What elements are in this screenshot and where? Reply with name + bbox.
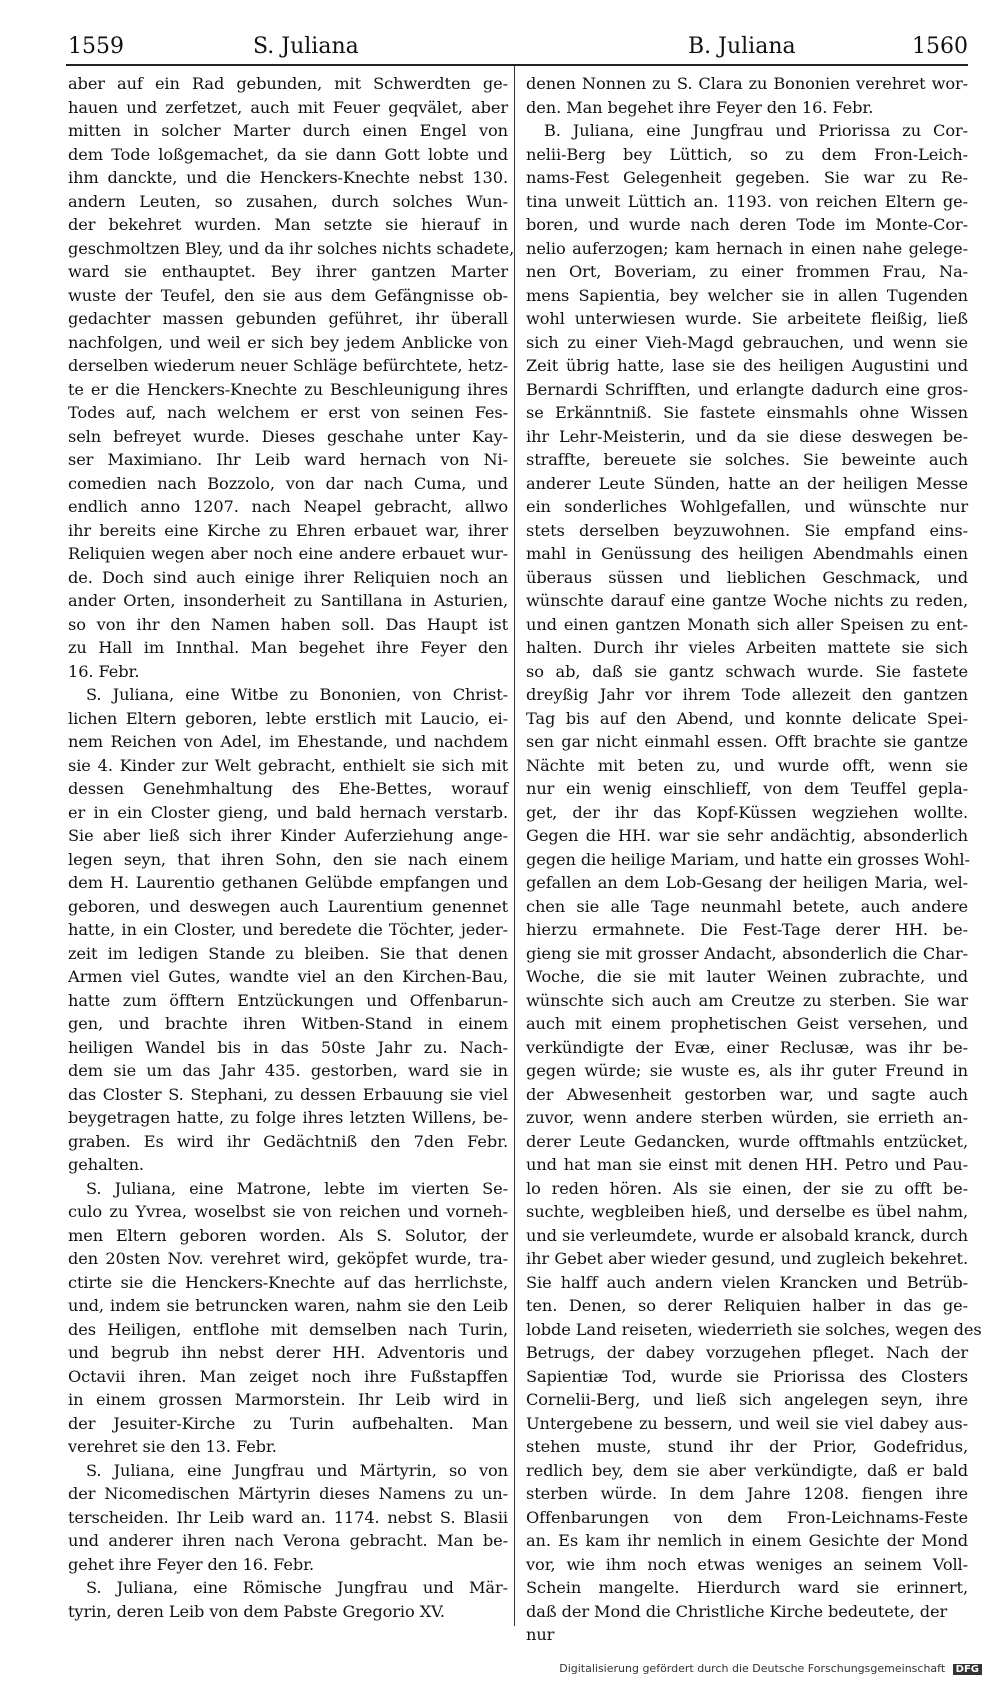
text-line: Cornelii-Berg, und ließ sich angelegen seyn, ihre bbox=[526, 1390, 968, 1409]
text-line: zuvor, wenn andere sterben würden, sie errieth an- bbox=[526, 1108, 968, 1127]
text-line: terscheiden. Ihr Leib ward an. 1174. nebst S. Blasii bbox=[68, 1507, 508, 1527]
text-line: sterben würde. In dem Jahre 1208. fiengen ihre bbox=[526, 1484, 968, 1503]
text-line: S. Juliana, eine Witbe zu Bononien, von Christ- bbox=[86, 685, 508, 704]
text-line: stehen muste, stund ihr der Prior, Godefridus, bbox=[526, 1437, 968, 1456]
text-line: Gegen die HH. war sie sehr andächtig, absonderlich bbox=[526, 826, 968, 845]
text-line: redlich bey, dem sie aber verkündigte, daß er bald bbox=[526, 1460, 968, 1480]
text-line: gegen die heilige Mariam, und hatte ein grosses Wohl- bbox=[526, 849, 970, 869]
right-column bbox=[526, 72, 982, 1644]
text-line: und anderer ihren nach Verona gebracht. Man be- bbox=[68, 1531, 508, 1550]
right-running-title: B. Juliana bbox=[688, 34, 796, 59]
text-line: endlich anno 1207. nach Neapel gebracht, allwo bbox=[68, 497, 508, 516]
left-column bbox=[68, 72, 515, 1632]
left-page-number: 1559 bbox=[68, 34, 124, 59]
text-line: nachfolgen, und weil er sich bey jedem Anblicke von bbox=[68, 332, 508, 352]
dfg-logo: DFG bbox=[953, 1664, 982, 1675]
text-line: S. Juliana, eine Jungfrau und Märtyrin, so von bbox=[86, 1460, 508, 1480]
text-line: aber auf ein Rad gebunden, mit Schwerdten ge- bbox=[68, 74, 508, 93]
text-line: ihr Lehr-Meisterin, und da sie diese deswegen be- bbox=[526, 426, 968, 446]
text-line: Reliquien wegen aber noch eine andere erbauet wur- bbox=[68, 544, 508, 563]
text-line: dem sie um das Jahr 435. gestorben, ward sie in bbox=[68, 1061, 508, 1080]
credit-text: Digitalisierung gefördert durch die Deutsche Forschungsgemeinschaft bbox=[559, 1662, 946, 1675]
text-line: und, indem sie betruncken waren, nahm sie den Leib bbox=[68, 1296, 508, 1315]
text-line: ihr Gebet aber wieder gesund, und zugleich bekehret. bbox=[526, 1249, 968, 1268]
text-line: anderer Leute Sünden, hatte an der heiligen Messe bbox=[526, 473, 968, 493]
text-line: gieng sie mit grosser Andacht, absonderlich die Char- bbox=[526, 943, 968, 963]
text-line: B. Juliana, eine Jungfrau und Priorissa zu Cor- bbox=[544, 121, 968, 140]
text-line: der Jesuiter-Kirche zu Turin aufbehalten. Man bbox=[68, 1413, 508, 1433]
text-line: ser Maximiano. Ihr Leib ward hernach von Ni- bbox=[68, 450, 508, 469]
column-divider bbox=[514, 66, 515, 1626]
text-line: Untergebene zu bessern, und weil sie viel dabey aus- bbox=[526, 1413, 968, 1433]
text-line: dem Tode loßgemachet, da sie dann Gott lobte und bbox=[68, 144, 508, 164]
text-line: Nächte mit beten zu, und wurde offt, wenn sie bbox=[526, 755, 968, 775]
text-line: hierzu ermahnete. Die Fest-Tage derer HH. be- bbox=[526, 920, 968, 939]
text-line: Sie aber ließ sich ihrer Kinder Auferziehung ange- bbox=[68, 826, 508, 845]
text-line: denen Nonnen zu S. Clara zu Bononien verehret wor- bbox=[526, 74, 968, 93]
text-line: gen, und brachte ihren Witben-Stand in einem bbox=[68, 1014, 508, 1033]
text-line: lichen Eltern geboren, lebte erstlich mit Laucio, ei- bbox=[68, 708, 508, 728]
text-line: er in ein Closter gieng, und bald hernach verstarb. bbox=[68, 802, 508, 822]
running-header bbox=[68, 34, 968, 64]
text-line: und begrub ihn nebst derer HH. Adventoris und bbox=[68, 1343, 508, 1362]
text-line: Octavii ihren. Man zeiget noch ihre Fußstapffen bbox=[68, 1366, 508, 1386]
text-line: legen seyn, that ihren Sohn, den sie nach einem bbox=[68, 849, 508, 869]
text-line: dessen Genehmhaltung des Ehe-Bettes, worauf bbox=[68, 779, 508, 798]
text-line: und hat man sie einst mit denen HH. Petro und Pau- bbox=[526, 1155, 968, 1174]
text-line: ihm danckte, und die Henckers-Knechte nebst 130. bbox=[68, 168, 508, 187]
text-line: culo zu Yvrea, woselbst sie von reichen und vorneh- bbox=[68, 1202, 508, 1221]
text-line: nelii-Berg bey Lüttich, so zu dem Fron-Leich- bbox=[526, 144, 968, 164]
text-line: geschmoltzen Bley, und da ihr solches nichts schadete, bbox=[68, 238, 515, 258]
text-line: überaus süssen und lieblichen Geschmack, und bbox=[526, 567, 968, 587]
text-line: Offenbarungen von dem Fron-Leichnams-Feste bbox=[526, 1507, 968, 1527]
text-line: de. Doch sind auch einige ihrer Reliquien noch an bbox=[68, 567, 508, 587]
header-rule bbox=[66, 64, 968, 66]
text-line: ctirte sie die Henckers-Knechte auf das herrlichste, bbox=[68, 1272, 508, 1292]
text-line: gehalten. bbox=[68, 1155, 144, 1174]
text-line: beygetragen hatte, zu folge ihres letzten Willens, be- bbox=[68, 1108, 508, 1127]
text-line: nem Reichen von Adel, im Ehestande, und nachdem bbox=[68, 732, 508, 751]
text-line: den. Man begehet ihre Feyer den 16. Febr. bbox=[526, 97, 874, 117]
text-line: verehret sie den 13. Febr. bbox=[68, 1437, 277, 1456]
text-line: ander Orten, insonderheit zu Santillana in Asturien, bbox=[68, 591, 508, 610]
text-line: tyrin, deren Leib von dem Pabste Gregorio XV. bbox=[68, 1601, 445, 1621]
text-line: andern Leuten, so zusahen, durch solches Wun- bbox=[68, 191, 508, 211]
text-line: wünschte darauf eine gantze Woche nichts zu reden, bbox=[526, 591, 968, 610]
text-line: gehet ihre Feyer den 16. Febr. bbox=[68, 1554, 314, 1574]
text-line: se Erkänntniß. Sie fastete einsmahls ohne Wissen bbox=[526, 403, 968, 422]
text-line: ward sie enthauptet. Bey ihrer gantzen Marter bbox=[68, 262, 508, 281]
text-line: hatte zum öfftern Entzückungen und Offenbarun- bbox=[68, 990, 508, 1010]
text-line: halten. Durch ihr vieles Arbeiten mattete sie sich bbox=[526, 638, 968, 657]
text-line: men Eltern geboren worden. Als S. Solutor, der bbox=[68, 1225, 508, 1245]
text-line: chen sie alle Tage neunmahl betete, auch andere bbox=[526, 896, 968, 916]
right-page-number: 1560 bbox=[912, 34, 968, 59]
text-line: straffte, bereuete sie solches. Sie beweinte auch bbox=[526, 450, 968, 469]
text-line: der bekehret wurden. Man setzte sie hierauf in bbox=[68, 215, 508, 234]
text-line: Betrugs, der dabey vorzugehen pfleget. Nach der bbox=[526, 1343, 968, 1362]
text-line: Woche, die sie mit lauter Weinen zubrachte, und bbox=[526, 967, 968, 986]
text-line: S. Juliana, eine Römische Jungfrau und Mär- bbox=[86, 1578, 508, 1597]
text-line: an. Es kam ihr nemlich in einem Gesichte der Mond bbox=[526, 1531, 968, 1550]
text-line: dreyßig Jahr vor ihrem Tode allezeit den gantzen bbox=[526, 685, 968, 704]
text-line: mens Sapientia, bey welcher sie in allen Tugenden bbox=[526, 285, 968, 305]
text-line: nelio auferzogen; kam hernach in einen nahe gelege- bbox=[526, 238, 968, 258]
text-line: dem H. Laurentio gethanen Gelübde empfangen und bbox=[68, 873, 508, 892]
text-line: ein sonderliches Wohlgefallen, und wünschte nur bbox=[526, 497, 968, 516]
text-line: Armen viel Gutes, wandte viel an den Kirchen-Bau, bbox=[68, 967, 508, 986]
text-line: lo reden hören. Als sie einen, der sie zu offt be- bbox=[526, 1178, 968, 1198]
text-line: ihr bereits eine Kirche zu Ehren erbauet war, ihrer bbox=[68, 520, 508, 540]
text-line: get, der ihr das Kopf-Küssen wegziehen wollte. bbox=[526, 802, 968, 822]
text-line: so ab, daß sie gantz schwach wurde. Sie fastete bbox=[526, 661, 968, 681]
text-line: lobde Land reiseten, wiederrieth sie solches, wegen des bbox=[526, 1319, 982, 1339]
text-line: Tag bis auf den Abend, und konnte delicate Spei- bbox=[526, 708, 968, 728]
text-line: der Abwesenheit gestorben war, und sagte auch bbox=[526, 1084, 968, 1104]
text-line: gefallen an dem Lob-Gesang der heiligen Maria, wel- bbox=[526, 873, 968, 892]
text-line: boren, und wurde nach deren Tode im Monte-Cor- bbox=[526, 215, 968, 234]
text-line: Sie halff auch andern vielen Krancken und Betrüb- bbox=[526, 1272, 968, 1292]
text-line: geboren, und deswegen auch Laurentium genennet bbox=[68, 896, 508, 916]
text-line: zu Hall im Innthal. Man begehet ihre Feyer den bbox=[68, 638, 508, 657]
text-line: den 20sten Nov. verehret wird, geköpfet wurde, tra- bbox=[68, 1249, 508, 1268]
text-line: des Heiligen, entflohe mit demselben nach Turin, bbox=[68, 1319, 508, 1339]
text-line: graben. Es wird ihr Gedächtniß den 7den Febr. bbox=[68, 1131, 508, 1151]
text-line: vor, wie ihm noch etwas weniges an seinem Voll- bbox=[526, 1554, 968, 1574]
text-line: comedien nach Bozzolo, von dar nach Cuma, und bbox=[68, 473, 508, 493]
text-line: mitten in solcher Marter durch einen Engel von bbox=[68, 121, 508, 140]
digitization-credit bbox=[559, 1662, 982, 1675]
text-line: sich zu einer Vieh-Magd gebrauchen, und wenn sie bbox=[526, 332, 968, 352]
text-line: in einem grossen Marmorstein. Ihr Leib wird in bbox=[68, 1390, 508, 1409]
text-line: wohl unterwiesen wurde. Sie arbeitete fleißig, ließ bbox=[526, 309, 968, 328]
text-line: 16. Febr. bbox=[68, 661, 140, 681]
text-line: das Closter S. Stephani, zu dessen Erbauung sie viel bbox=[68, 1084, 508, 1104]
text-line: Zeit übrig hatte, lase sie des heiligen Augustini und bbox=[526, 356, 968, 375]
text-line: der Nicomedischen Märtyrin dieses Namens zu un- bbox=[68, 1484, 508, 1503]
text-line: sie 4. Kinder zur Welt gebracht, enthielt sie sich mit bbox=[68, 755, 508, 775]
text-line: nen Ort, Boveriam, zu einer frommen Frau, Na- bbox=[526, 262, 968, 281]
text-line: so von ihr den Namen haben soll. Das Haupt ist bbox=[68, 614, 508, 634]
text-line: gedachter massen gebunden geführet, ihr überall bbox=[68, 309, 508, 328]
text-line: daß der Mond die Christliche Kirche bedeutete, der bbox=[526, 1601, 948, 1621]
text-line: hauen und zerfetzet, auch mit Feuer geqvälet, aber bbox=[68, 97, 508, 117]
text-line: heiligen Wandel bis in das 50ste Jahr zu. Nach- bbox=[68, 1037, 508, 1057]
text-line: und einen gantzen Monath sich aller Speisen zu ent- bbox=[526, 614, 968, 634]
text-line: stets derselben beyzuwohnen. Sie empfand eins- bbox=[526, 520, 968, 540]
text-line: suchte, wegbleiben hieß, und derselbe es übel nahm, bbox=[526, 1202, 968, 1221]
text-line: mahl in Genüssung des heiligen Abendmahls einen bbox=[526, 544, 968, 563]
text-line: nams-Fest Gelegenheit gegeben. Sie war zu Re- bbox=[526, 168, 968, 187]
text-line: nur ein wenig einschlieff, von dem Teuffel gepla- bbox=[526, 779, 968, 798]
text-line: verkündigte der Evæ, einer Reclusæ, was ihr be- bbox=[526, 1037, 968, 1057]
text-line: wünschte sich auch am Creutze zu sterben. Sie war bbox=[526, 990, 968, 1010]
text-line: auch mit einem prophetischen Geist versehen, und bbox=[526, 1014, 968, 1033]
text-line: Todes auf, nach welchem er erst von seinen Fes- bbox=[68, 403, 508, 422]
text-line: S. Juliana, eine Matrone, lebte im vierten Se- bbox=[86, 1178, 508, 1198]
text-line: Schein mangelte. Hierdurch ward sie erinnert, bbox=[526, 1578, 968, 1597]
text-line: hatte, in ein Closter, und beredete die Töchter, jeder- bbox=[68, 920, 508, 939]
text-line: Bernardi Schrifften, und erlangte dadurch eine gros- bbox=[526, 379, 968, 399]
text-line: derselben wiederum neuer Schläge befürchtete, hetz- bbox=[68, 356, 508, 375]
text-line: Sapientiæ Tod, wurde sie Priorissa des Closters bbox=[526, 1366, 968, 1386]
text-line: derer Leute Gedancken, wurde offtmahls entzücket, bbox=[526, 1131, 968, 1151]
left-running-title: S. Juliana bbox=[253, 34, 359, 59]
text-line: tina unweit Lüttich an. 1193. von reichen Eltern ge- bbox=[526, 191, 968, 211]
text-line: ten. Denen, so derer Reliquien halber in das ge- bbox=[526, 1296, 968, 1315]
text-line: te er die Henckers-Knechte zu Beschleunigung ihres bbox=[68, 379, 508, 399]
text-line: sen gar nicht einmahl essen. Offt brachte sie gantze bbox=[526, 732, 968, 751]
text-line: zeit im ledigen Stande zu bleiben. Sie that denen bbox=[68, 943, 508, 963]
text-line: wuste der Teufel, den sie aus dem Gefängnisse ob- bbox=[68, 285, 508, 305]
text-line: nur bbox=[526, 1625, 555, 1644]
text-line: seln befreyet wurde. Dieses geschahe unter Kay- bbox=[68, 426, 508, 446]
text-line: und sie verleumdete, wurde er alsobald kranck, durch bbox=[526, 1225, 968, 1245]
text-line: gegen würde; sie wuste es, als ihr guter Freund in bbox=[526, 1061, 968, 1080]
